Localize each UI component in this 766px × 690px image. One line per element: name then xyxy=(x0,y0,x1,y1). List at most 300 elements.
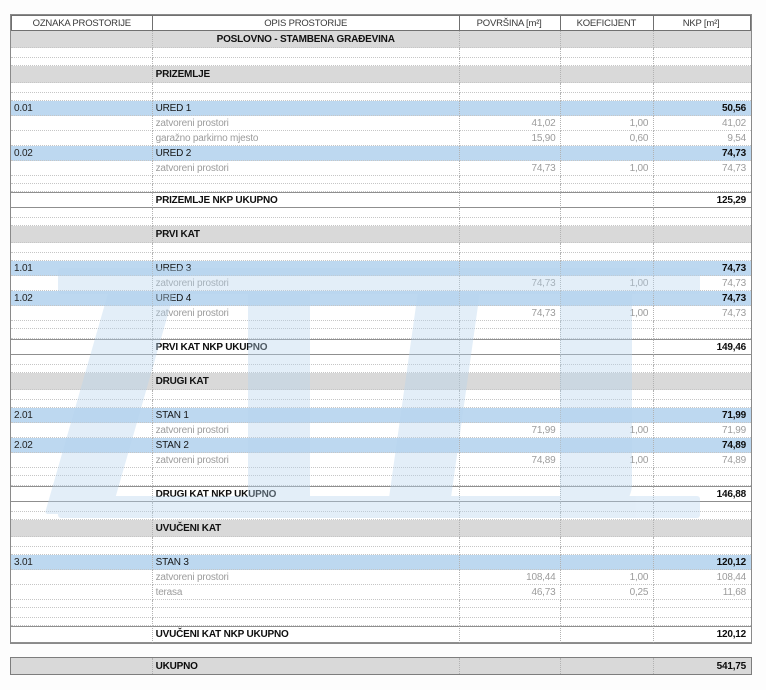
cell-coef xyxy=(561,176,654,184)
cell-desc: DRUGI KAT NKP UKUPNO xyxy=(153,486,460,502)
cell-area: 108,44 xyxy=(460,570,562,585)
cell-desc: PRVI KAT NKP UKUPNO xyxy=(153,339,460,355)
cell-desc xyxy=(153,355,460,365)
row-unit xyxy=(11,408,751,423)
cell-code xyxy=(11,48,153,58)
cell-area xyxy=(460,48,562,58)
cell-desc xyxy=(153,512,460,520)
row-spacer xyxy=(11,476,751,486)
cell-code xyxy=(11,626,153,643)
cell-nkp xyxy=(654,468,751,476)
cell-code xyxy=(11,131,153,146)
cell-coef xyxy=(561,555,654,570)
cell-area xyxy=(460,537,562,547)
cell-desc xyxy=(153,618,460,626)
cell-code xyxy=(11,355,153,365)
cell-desc: URED 4 xyxy=(153,291,460,306)
cell-coef xyxy=(561,438,654,453)
cell-area xyxy=(460,468,562,476)
cell-desc: zatvoreni prostori xyxy=(153,423,460,438)
cell-desc xyxy=(153,476,460,486)
grand-total-coef-cell xyxy=(561,658,654,674)
cell-coef xyxy=(561,373,654,390)
cell-area xyxy=(460,608,562,618)
cell-desc xyxy=(153,600,460,608)
cell-code: 3.01 xyxy=(11,555,153,570)
cell-desc xyxy=(153,547,460,555)
cell-nkp: 74,89 xyxy=(654,453,751,468)
row-unit xyxy=(11,261,751,276)
cell-desc xyxy=(153,468,460,476)
cell-desc: POSLOVNO - STAMBENA GRAĐEVINA xyxy=(153,31,460,48)
column-header-desc: OPIS PROSTORIJE xyxy=(153,15,460,31)
cell-nkp: 74,73 xyxy=(654,291,751,306)
row-sub xyxy=(11,306,751,321)
cell-coef xyxy=(561,93,654,101)
cell-coef xyxy=(561,184,654,192)
cell-code xyxy=(11,365,153,373)
row-spacer xyxy=(11,618,751,626)
cell-coef xyxy=(561,48,654,58)
cell-desc: UVUČENI KAT NKP UKUPNO xyxy=(153,626,460,643)
row-spacer xyxy=(11,502,751,512)
cell-code xyxy=(11,537,153,547)
cell-code xyxy=(11,66,153,83)
cell-coef xyxy=(561,66,654,83)
cell-nkp: 120,12 xyxy=(654,626,751,643)
row-spacer xyxy=(11,400,751,408)
cell-area xyxy=(460,476,562,486)
cell-code xyxy=(11,618,153,626)
cell-desc xyxy=(153,58,460,66)
cell-nkp xyxy=(654,390,751,400)
row-sub xyxy=(11,453,751,468)
row-spacer xyxy=(11,176,751,184)
cell-nkp xyxy=(654,31,751,48)
row-spacer xyxy=(11,365,751,373)
row-title xyxy=(11,31,751,48)
cell-code xyxy=(11,306,153,321)
cell-area xyxy=(460,176,562,184)
row-sub xyxy=(11,585,751,600)
cell-coef xyxy=(561,486,654,502)
cell-area xyxy=(460,66,562,83)
cell-desc: zatvoreni prostori xyxy=(153,570,460,585)
nkp-table xyxy=(10,14,752,644)
cell-coef: 0,60 xyxy=(561,131,654,146)
row-spacer xyxy=(11,512,751,520)
cell-nkp xyxy=(654,600,751,608)
cell-nkp: 146,88 xyxy=(654,486,751,502)
row-spacer xyxy=(11,48,751,58)
cell-desc: zatvoreni prostori xyxy=(153,276,460,291)
cell-desc: PRVI KAT xyxy=(153,226,460,243)
cell-nkp: 125,29 xyxy=(654,192,751,208)
cell-area xyxy=(460,626,562,643)
cell-coef xyxy=(561,192,654,208)
cell-coef xyxy=(561,339,654,355)
cell-code: 0.02 xyxy=(11,146,153,161)
cell-area xyxy=(460,243,562,253)
cell-code xyxy=(11,226,153,243)
cell-code xyxy=(11,468,153,476)
cell-nkp: 11,68 xyxy=(654,585,751,600)
cell-desc xyxy=(153,48,460,58)
cell-area: 74,73 xyxy=(460,276,562,291)
cell-area: 74,73 xyxy=(460,161,562,176)
cell-desc xyxy=(153,243,460,253)
cell-nkp xyxy=(654,66,751,83)
cell-coef xyxy=(561,208,654,218)
row-spacer xyxy=(11,329,751,339)
cell-code xyxy=(11,83,153,93)
row-unit xyxy=(11,146,751,161)
row-floor xyxy=(11,226,751,243)
cell-nkp xyxy=(654,253,751,261)
cell-code xyxy=(11,161,153,176)
cell-code: 0.01 xyxy=(11,101,153,116)
cell-coef xyxy=(561,321,654,329)
cell-nkp xyxy=(654,520,751,537)
cell-desc xyxy=(153,321,460,329)
grand-total-value: 541,75 xyxy=(654,658,751,674)
cell-coef xyxy=(561,476,654,486)
row-spacer xyxy=(11,537,751,547)
cell-coef xyxy=(561,329,654,339)
cell-code xyxy=(11,502,153,512)
cell-nkp: 149,46 xyxy=(654,339,751,355)
cell-nkp xyxy=(654,355,751,365)
cell-area xyxy=(460,555,562,570)
cell-code xyxy=(11,400,153,408)
cell-coef xyxy=(561,101,654,116)
cell-area xyxy=(460,408,562,423)
cell-nkp: 74,73 xyxy=(654,146,751,161)
cell-coef xyxy=(561,608,654,618)
cell-nkp xyxy=(654,537,751,547)
cell-code xyxy=(11,329,153,339)
row-spacer xyxy=(11,243,751,253)
row-sub xyxy=(11,131,751,146)
cell-code xyxy=(11,58,153,66)
cell-desc: garažno parkirno mjesto xyxy=(153,131,460,146)
cell-coef xyxy=(561,31,654,48)
cell-code xyxy=(11,486,153,502)
cell-desc: STAN 3 xyxy=(153,555,460,570)
column-header-nkp: NKP [m²] xyxy=(654,15,751,31)
cell-desc xyxy=(153,608,460,618)
row-spacer xyxy=(11,321,751,329)
cell-nkp xyxy=(654,48,751,58)
cell-desc xyxy=(153,93,460,101)
cell-area xyxy=(460,600,562,608)
cell-coef xyxy=(561,83,654,93)
cell-area xyxy=(460,339,562,355)
cell-nkp xyxy=(654,547,751,555)
cell-nkp xyxy=(654,243,751,253)
cell-coef xyxy=(561,618,654,626)
cell-code xyxy=(11,373,153,390)
cell-nkp xyxy=(654,83,751,93)
cell-area xyxy=(460,192,562,208)
column-header-area: POVRŠINA [m²] xyxy=(460,15,562,31)
cell-nkp: 50,56 xyxy=(654,101,751,116)
cell-coef: 0,25 xyxy=(561,585,654,600)
cell-area xyxy=(460,83,562,93)
cell-code xyxy=(11,218,153,226)
row-floor xyxy=(11,520,751,537)
cell-area xyxy=(460,291,562,306)
cell-nkp xyxy=(654,400,751,408)
row-sub xyxy=(11,276,751,291)
cell-code xyxy=(11,608,153,618)
cell-coef xyxy=(561,253,654,261)
cell-nkp: 74,73 xyxy=(654,306,751,321)
cell-code xyxy=(11,176,153,184)
cell-desc: URED 3 xyxy=(153,261,460,276)
cell-nkp xyxy=(654,184,751,192)
cell-coef: 1,00 xyxy=(561,423,654,438)
cell-coef xyxy=(561,218,654,226)
cell-nkp: 9,54 xyxy=(654,131,751,146)
cell-area xyxy=(460,547,562,555)
cell-code xyxy=(11,192,153,208)
cell-code xyxy=(11,31,153,48)
cell-coef xyxy=(561,226,654,243)
row-total xyxy=(11,486,751,502)
cell-area xyxy=(460,373,562,390)
cell-code: 2.02 xyxy=(11,438,153,453)
cell-desc xyxy=(153,253,460,261)
cell-coef xyxy=(561,146,654,161)
row-spacer xyxy=(11,208,751,218)
cell-area xyxy=(460,226,562,243)
cell-nkp xyxy=(654,93,751,101)
cell-nkp: 74,73 xyxy=(654,161,751,176)
cell-coef: 1,00 xyxy=(561,161,654,176)
cell-coef xyxy=(561,243,654,253)
cell-nkp: 71,99 xyxy=(654,408,751,423)
row-spacer xyxy=(11,600,751,608)
cell-desc: zatvoreni prostori xyxy=(153,306,460,321)
cell-desc: URED 1 xyxy=(153,101,460,116)
row-sub xyxy=(11,423,751,438)
cell-code xyxy=(11,93,153,101)
grand-total-code-cell xyxy=(11,658,153,674)
row-spacer xyxy=(11,547,751,555)
cell-desc: URED 2 xyxy=(153,146,460,161)
cell-area xyxy=(460,321,562,329)
cell-coef xyxy=(561,261,654,276)
cell-code xyxy=(11,208,153,218)
cell-nkp: 108,44 xyxy=(654,570,751,585)
cell-code xyxy=(11,520,153,537)
row-spacer xyxy=(11,468,751,476)
cell-area xyxy=(460,400,562,408)
cell-coef: 1,00 xyxy=(561,453,654,468)
cell-nkp xyxy=(654,58,751,66)
column-header-coef: KOEFICIJENT xyxy=(561,15,654,31)
cell-area xyxy=(460,618,562,626)
cell-desc: zatvoreni prostori xyxy=(153,116,460,131)
cell-code xyxy=(11,243,153,253)
cell-area xyxy=(460,261,562,276)
cell-area xyxy=(460,520,562,537)
cell-desc xyxy=(153,208,460,218)
grand-total-row xyxy=(10,657,752,675)
cell-nkp xyxy=(654,208,751,218)
cell-area xyxy=(460,184,562,192)
row-total xyxy=(11,339,751,355)
cell-code xyxy=(11,253,153,261)
cell-area: 41,02 xyxy=(460,116,562,131)
cell-desc xyxy=(153,400,460,408)
cell-coef xyxy=(561,600,654,608)
cell-nkp: 74,89 xyxy=(654,438,751,453)
cell-area: 71,99 xyxy=(460,423,562,438)
cell-desc xyxy=(153,390,460,400)
cell-coef xyxy=(561,468,654,476)
cell-coef xyxy=(561,390,654,400)
cell-desc: zatvoreni prostori xyxy=(153,453,460,468)
grand-total-label: UKUPNO xyxy=(153,658,460,674)
cell-area xyxy=(460,58,562,66)
row-sub xyxy=(11,116,751,131)
cell-area: 46,73 xyxy=(460,585,562,600)
row-spacer xyxy=(11,608,751,618)
cell-area xyxy=(460,502,562,512)
cell-area: 74,73 xyxy=(460,306,562,321)
cell-area: 15,90 xyxy=(460,131,562,146)
cell-coef xyxy=(561,400,654,408)
row-spacer xyxy=(11,253,751,261)
cell-coef: 1,00 xyxy=(561,276,654,291)
cell-code xyxy=(11,600,153,608)
cell-nkp xyxy=(654,365,751,373)
cell-nkp: 41,02 xyxy=(654,116,751,131)
cell-area xyxy=(460,329,562,339)
cell-area xyxy=(460,208,562,218)
cell-code xyxy=(11,547,153,555)
cell-nkp xyxy=(654,321,751,329)
cell-code xyxy=(11,339,153,355)
cell-nkp xyxy=(654,329,751,339)
row-spacer xyxy=(11,93,751,101)
grand-total-area-cell xyxy=(460,658,562,674)
cell-coef xyxy=(561,408,654,423)
cell-coef xyxy=(561,547,654,555)
cell-code xyxy=(11,512,153,520)
cell-area xyxy=(460,93,562,101)
row-sub xyxy=(11,161,751,176)
cell-desc: STAN 2 xyxy=(153,438,460,453)
row-spacer xyxy=(11,83,751,93)
row-spacer xyxy=(11,58,751,66)
cell-area xyxy=(460,253,562,261)
cell-area xyxy=(460,486,562,502)
cell-nkp xyxy=(654,618,751,626)
cell-area xyxy=(460,438,562,453)
cell-code xyxy=(11,184,153,192)
cell-coef xyxy=(561,520,654,537)
cell-coef xyxy=(561,502,654,512)
cell-nkp xyxy=(654,226,751,243)
cell-coef xyxy=(561,365,654,373)
cell-area xyxy=(460,31,562,48)
cell-code: 2.01 xyxy=(11,408,153,423)
cell-coef: 1,00 xyxy=(561,116,654,131)
cell-desc: DRUGI KAT xyxy=(153,373,460,390)
cell-desc xyxy=(153,502,460,512)
cell-nkp xyxy=(654,476,751,486)
cell-area xyxy=(460,512,562,520)
cell-code xyxy=(11,321,153,329)
cell-code xyxy=(11,476,153,486)
cell-desc xyxy=(153,537,460,547)
cell-code: 1.01 xyxy=(11,261,153,276)
cell-nkp xyxy=(654,502,751,512)
row-header xyxy=(11,15,751,31)
cell-coef xyxy=(561,626,654,643)
cell-code: 1.02 xyxy=(11,291,153,306)
cell-nkp xyxy=(654,373,751,390)
column-header-code: OZNAKA PROSTORIJE xyxy=(11,15,153,31)
cell-desc: UVUČENI KAT xyxy=(153,520,460,537)
row-spacer xyxy=(11,218,751,226)
cell-code xyxy=(11,423,153,438)
row-floor xyxy=(11,66,751,83)
cell-coef xyxy=(561,537,654,547)
row-spacer xyxy=(11,184,751,192)
cell-area xyxy=(460,146,562,161)
cell-desc: STAN 1 xyxy=(153,408,460,423)
cell-nkp xyxy=(654,218,751,226)
cell-nkp: 74,73 xyxy=(654,276,751,291)
row-unit xyxy=(11,291,751,306)
cell-desc: PRIZEMLJE NKP UKUPNO xyxy=(153,192,460,208)
cell-code xyxy=(11,453,153,468)
cell-coef xyxy=(561,355,654,365)
cell-desc xyxy=(153,218,460,226)
row-unit xyxy=(11,555,751,570)
cell-desc xyxy=(153,365,460,373)
cell-code xyxy=(11,390,153,400)
row-sub xyxy=(11,570,751,585)
cell-nkp xyxy=(654,608,751,618)
cell-desc xyxy=(153,176,460,184)
cell-area xyxy=(460,218,562,226)
row-unit xyxy=(11,438,751,453)
cell-desc: PRIZEMLJE xyxy=(153,66,460,83)
cell-coef: 1,00 xyxy=(561,306,654,321)
cell-code xyxy=(11,276,153,291)
cell-area xyxy=(460,365,562,373)
row-total xyxy=(11,626,751,643)
nkp-table-body xyxy=(11,15,751,643)
cell-desc: zatvoreni prostori xyxy=(153,161,460,176)
row-spacer xyxy=(11,390,751,400)
cell-desc xyxy=(153,83,460,93)
cell-desc xyxy=(153,329,460,339)
cell-code xyxy=(11,585,153,600)
cell-coef: 1,00 xyxy=(561,570,654,585)
cell-nkp xyxy=(654,176,751,184)
cell-area xyxy=(460,390,562,400)
cell-nkp: 71,99 xyxy=(654,423,751,438)
cell-nkp: 74,73 xyxy=(654,261,751,276)
cell-desc xyxy=(153,184,460,192)
cell-desc: terasa xyxy=(153,585,460,600)
